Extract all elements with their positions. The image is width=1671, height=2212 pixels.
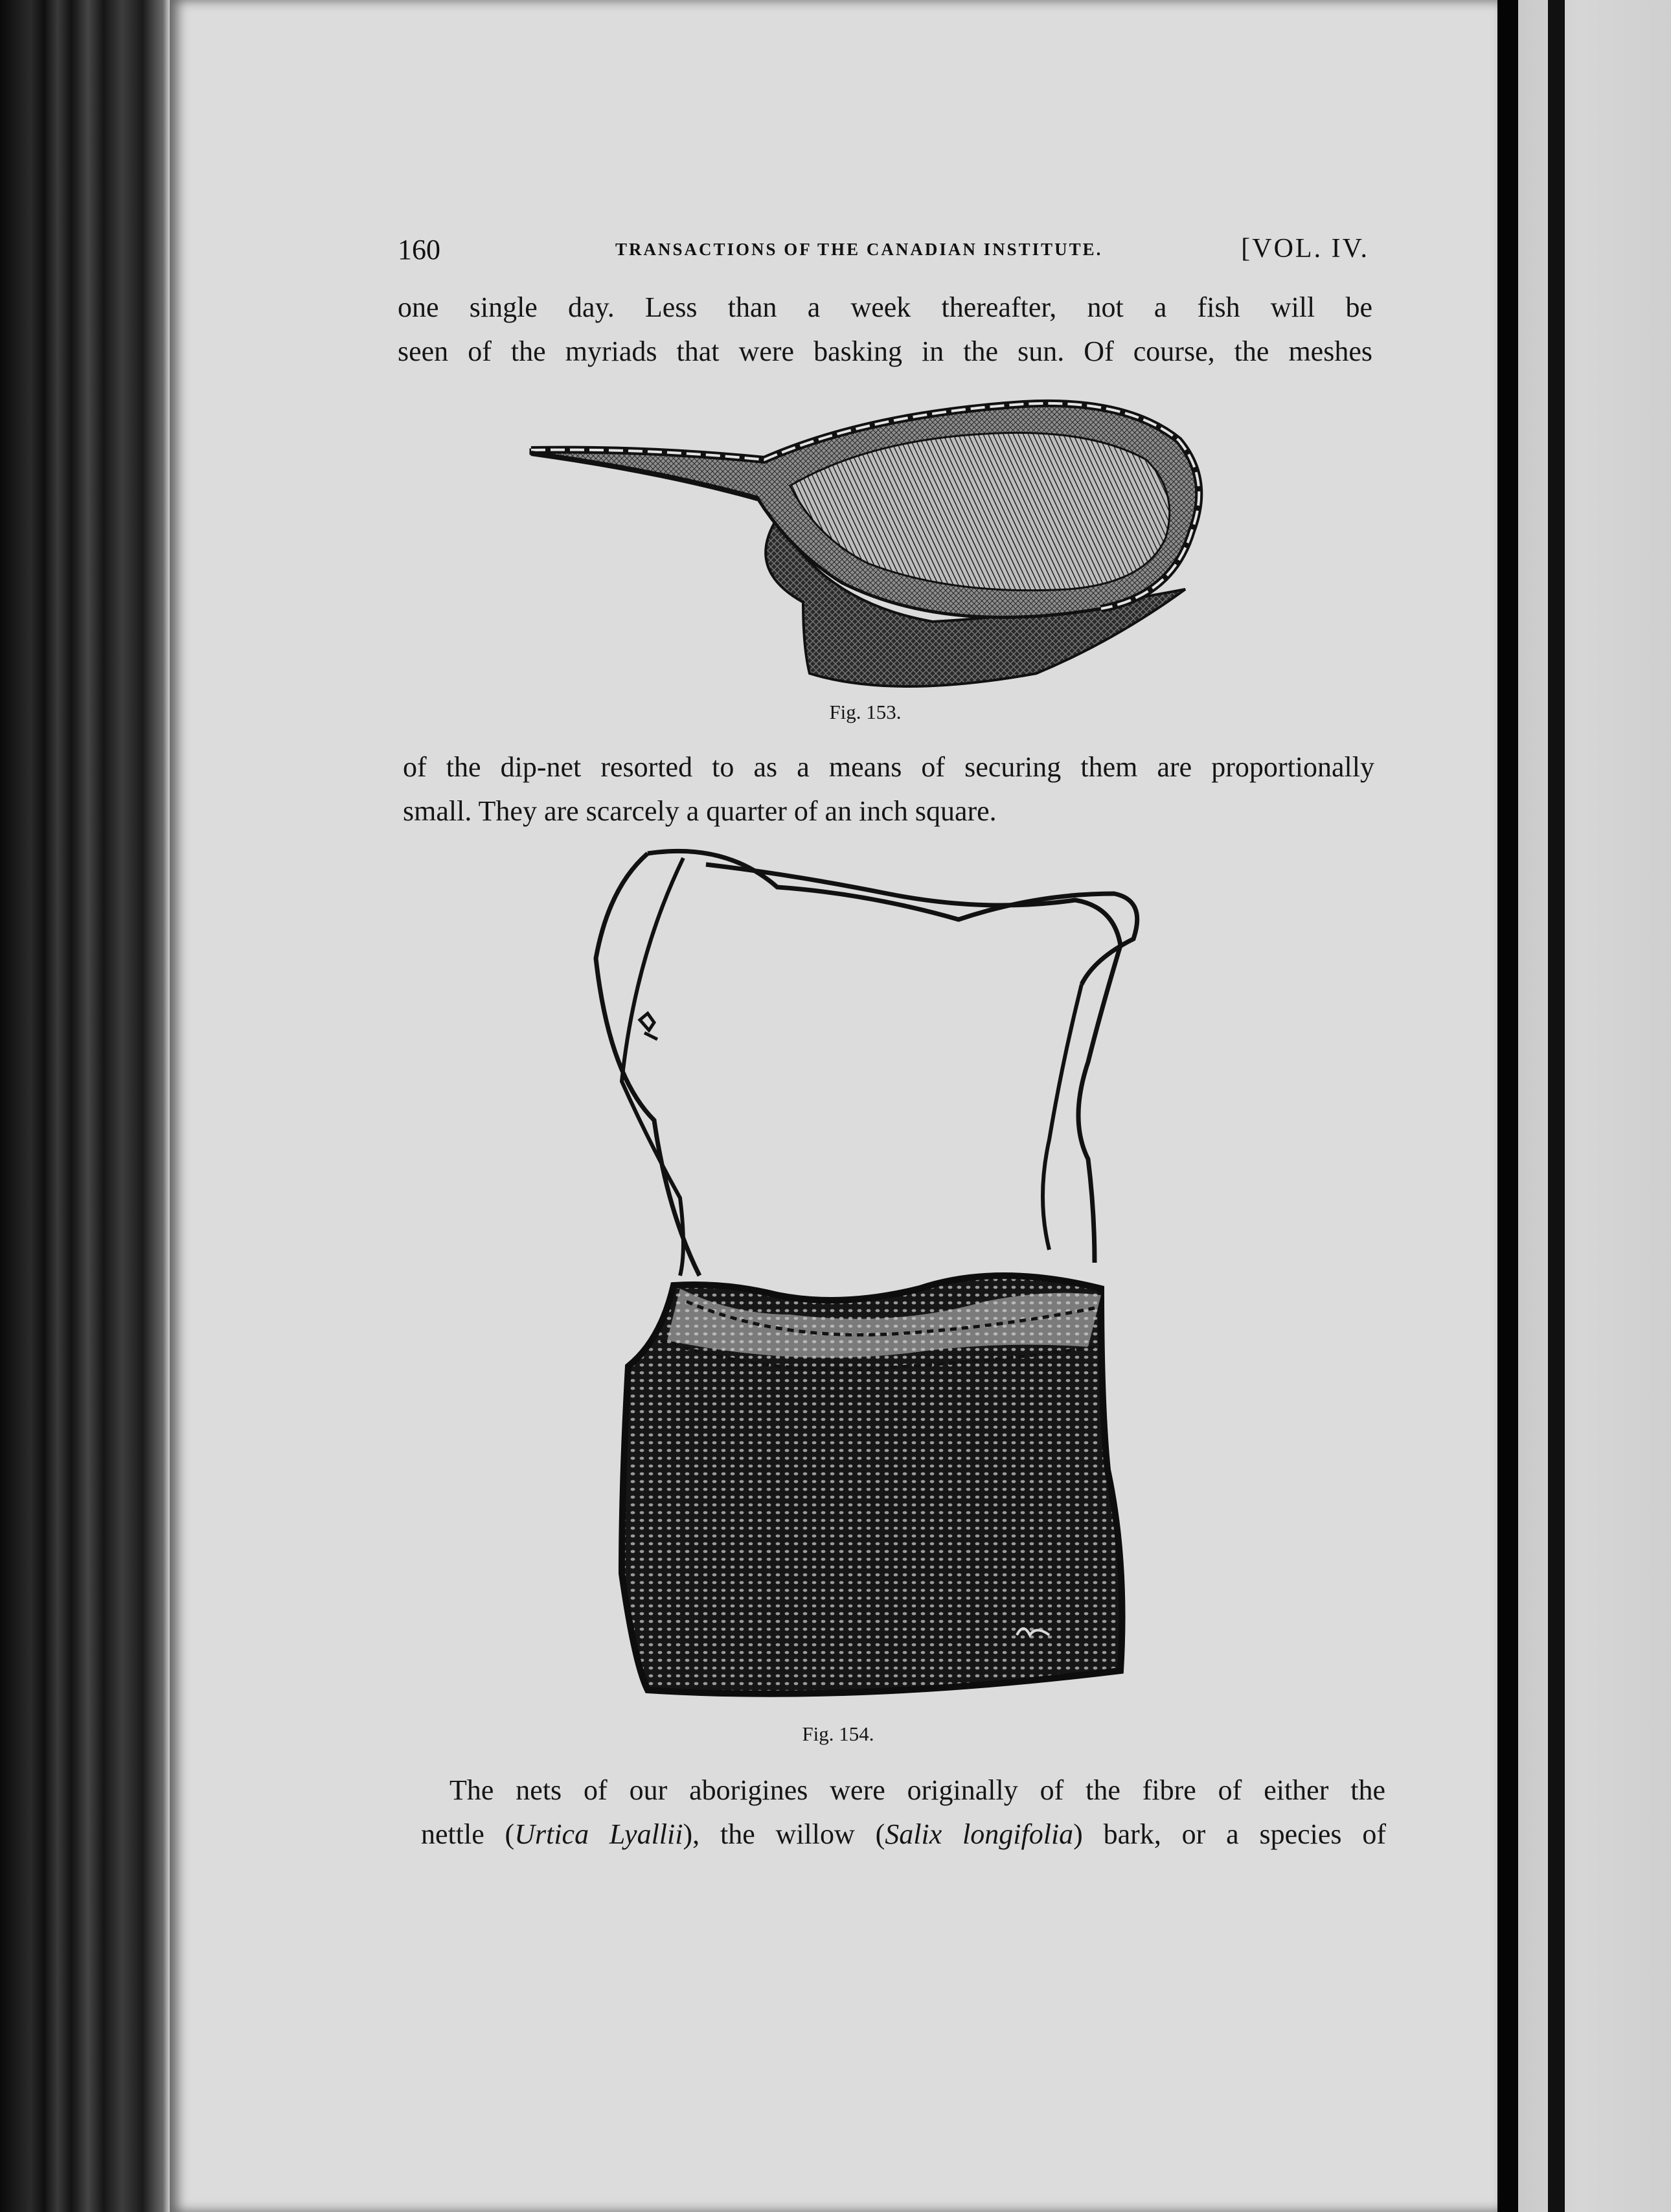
book-spine — [0, 0, 170, 2212]
paragraph-bottom-line-1: The nets of our aborigines were originally of the fibre of either the — [449, 1774, 1385, 1806]
text-fragment: ), the willow ( — [683, 1818, 885, 1850]
facing-page-shadow — [1548, 0, 1565, 2212]
bag-net-illustration — [583, 848, 1231, 1710]
dip-net-illustration — [531, 389, 1231, 699]
figure-153-caption: Fig. 153. — [829, 701, 902, 723]
running-title: TRANSACTIONS OF THE CANADIAN INSTITUTE. — [615, 240, 1103, 259]
species-name-salix: Salix longifolia — [885, 1818, 1074, 1850]
page-number: 160 — [398, 234, 440, 265]
species-name-urtica: Urtica Lyallii — [514, 1818, 683, 1850]
figure-154-caption: Fig. 154. — [802, 1722, 874, 1745]
paragraph-top-line-2: seen of the myriads that were basking in the sun. Of course, the meshes — [398, 335, 1372, 367]
page-header — [398, 233, 1369, 272]
volume-label: [VOL. IV. — [1241, 234, 1369, 264]
paragraph-top-line-1: one single day. Less than a week thereafter, not a fish will be — [398, 291, 1372, 323]
text-fragment: nettle ( — [421, 1818, 515, 1850]
text-fragment: ) bark, or a species of — [1073, 1818, 1386, 1850]
paragraph-mid-line-2: small. They are scarcely a quarter of an inch square. — [403, 795, 997, 827]
page-gutter — [1497, 0, 1518, 2212]
paragraph-mid-line-1: of the dip-net resorted to as a means of securing them are proportionally — [403, 751, 1374, 783]
facing-page-edge — [1518, 0, 1671, 2212]
paragraph-bottom-line-2 — [421, 1812, 1386, 1857]
